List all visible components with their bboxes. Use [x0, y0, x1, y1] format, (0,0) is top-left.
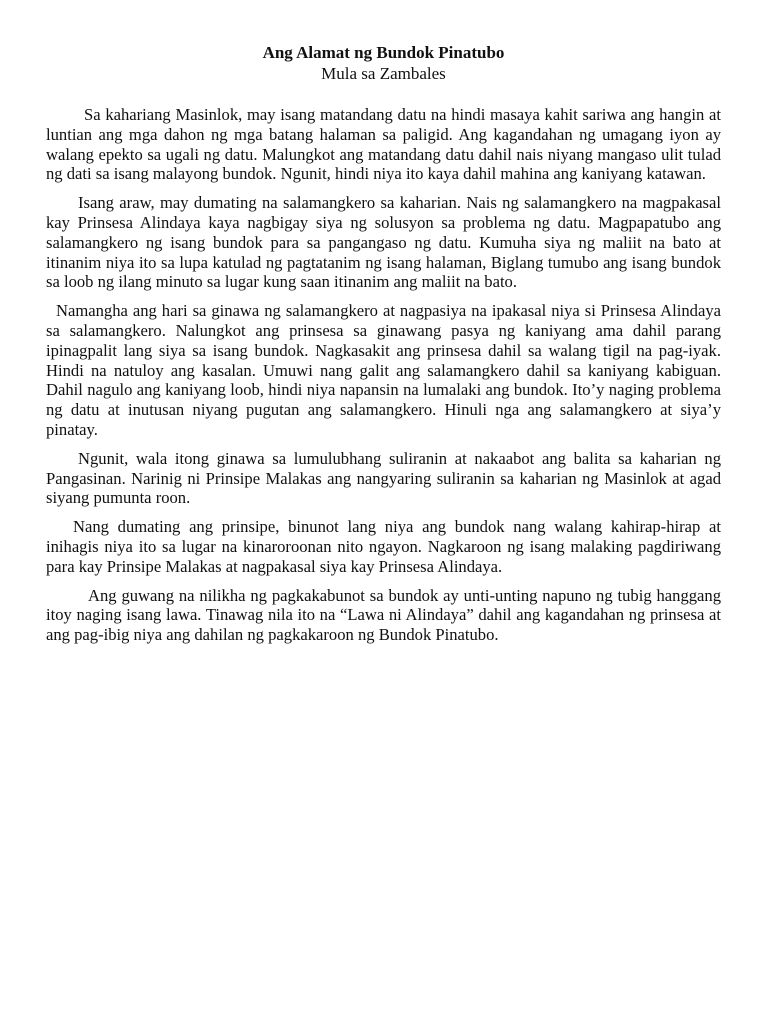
document-page: [46, 42, 721, 654]
document-subtitle: Mula sa Zambales: [321, 64, 446, 83]
paragraph-5: Nang dumating ang prinsipe, binunot lang niya ang bundok nang walang kahirap-hirap at inihagis niya ito sa lugar na kinaroroonan nito ngayon. Nagkaroon ng isang malaking pagdiriwang para kay Prinsipe Malakas at nagpakasal siya kay Prinsesa Alindaya.: [46, 517, 721, 576]
title-block: [46, 42, 721, 84]
paragraph-3: Namangha ang hari sa ginawa ng salamangkero at nagpasiya na ipakasal niya si Prinsesa Alindaya sa salamangkero. Nalungkot ang prinsesa sa ginawang pasya ng kaniyang ama dahil parang ipinagpalit lang siya sa isang bundok. Nagkasakit ang prinsesa dahil sa walang tigil na pag-iyak. Hindi na natuloy ang kasalan. Umuwi nang galit ang salamangkero dahil sa kaniyang kabiguan. Dahil nagulo ang kaniyang loob, hindi niya napansin na lumalaki ang bundok. Ito’y naging problema ng datu at inutusan niyang pugutan ang salamangkero. Hinuli nga ang salamangkero at siya’y pinatay.: [46, 301, 721, 439]
paragraph-2: Isang araw, may dumating na salamangkero sa kaharian. Nais ng salamangkero na magpakasal kay Prinsesa Alindaya kaya nagbigay siya ng solusyon sa problema ng datu. Magpapatubo ang salamangkero ng isang bundok para sa pangangaso ng datu. Kumuha siya ng maliit na bato at itinanim niya ito sa lupa katulad ng pagtatanim ng isang halaman, Biglang tumubo ang isang bundok sa loob ng ilang minuto sa lugar kung saan itinanim ang maliit na bato.: [46, 193, 721, 292]
document-title: Ang Alamat ng Bundok Pinatubo: [262, 43, 505, 62]
paragraph-6: Ang guwang na nilikha ng pagkakabunot sa bundok ay unti-unting napuno ng tubig hanggang itoy naging isang lawa. Tinawag nila ito na “Lawa ni Alindaya” dahil ang kagandahan ng prinsesa at ang pag-ibig niya ang dahilan ng pagkakaroon ng Bundok Pinatubo.: [46, 585, 721, 645]
paragraph-1: Sa kahariang Masinlok, may isang matandang datu na hindi masaya kahit sariwa ang hangin at luntian ang mga dahon ng mga batang halaman sa paligid. Ang kagandahan ng umagang iyon ay walang epekto sa ugali ng datu. Malungkot ang matandang datu dahil nais niyang mangaso ulit tulad ng dati sa isang malayong bundok. Ngunit, hindi niya ito kaya dahil mahina ang kaniyang katawan.: [46, 105, 721, 184]
paragraph-4: Ngunit, wala itong ginawa sa lumulubhang suliranin at nakaabot ang balita sa kaharian ng Pangasinan. Narinig ni Prinsipe Malakas ang nangyaring suliranin sa kaharian ng Masinlok at agad siyang pumunta roon.: [46, 448, 721, 508]
document-body: [46, 105, 721, 645]
